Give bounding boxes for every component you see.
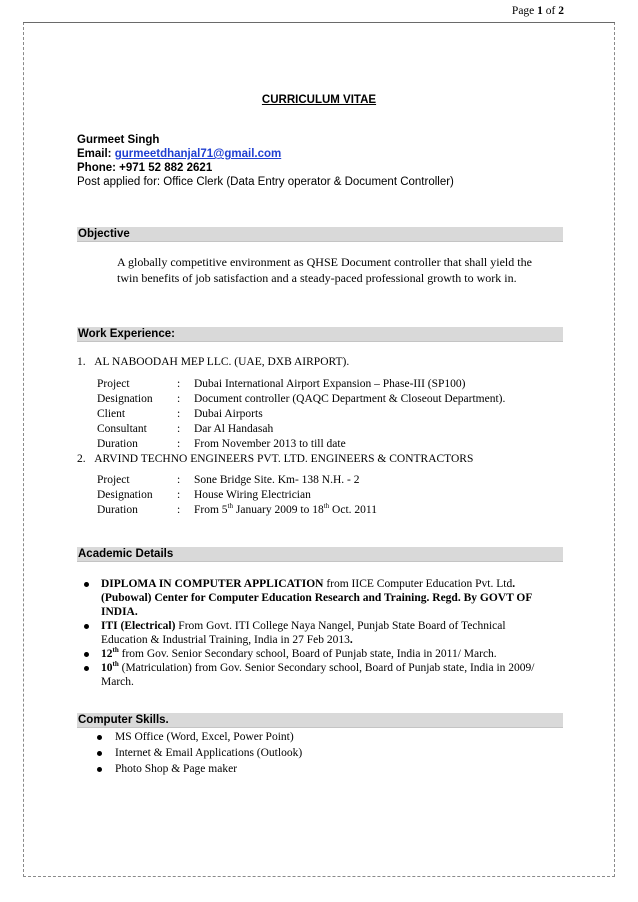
skill-item: Photo Shop & Page maker xyxy=(115,763,238,775)
page-border-top xyxy=(23,22,615,23)
email-link[interactable]: gurmeetdhanjal71@gmail.com xyxy=(114,148,282,160)
section-header-objective: Objective xyxy=(77,227,563,242)
candidate-name: Gurmeet Singh xyxy=(77,134,160,146)
section-header-academic: Academic Details xyxy=(77,547,563,562)
skill-item: Internet & Email Applications (Outlook) xyxy=(115,747,303,759)
email-line: Email: gurmeetdhanjal71@gmail.com xyxy=(77,148,282,160)
section-header-work: Work Experience: xyxy=(77,327,563,342)
bullet-icon xyxy=(84,666,89,671)
page-number: Page 1 of 2 xyxy=(511,5,564,17)
bullet-icon xyxy=(84,582,89,587)
work-item-2-heading: 2. ARVIND TECHNO ENGINEERS PVT. LTD. ENGINEERS & CONTRACTORS xyxy=(77,453,474,465)
work-item-1-heading: 1. AL NABOODAH MEP LLC. (UAE, DXB AIRPORT). xyxy=(77,356,350,368)
objective-text: A globally competitive environment as QHSE Document controller that shall yield the twin benefits of job satisfaction and a steady-paced professional growth to work in. xyxy=(117,255,532,285)
bullet-icon xyxy=(97,751,102,756)
bullet-icon xyxy=(97,767,102,772)
bullet-icon xyxy=(84,652,89,657)
bullet-icon xyxy=(97,735,102,740)
skill-item: MS Office (Word, Excel, Power Point) xyxy=(115,731,294,743)
academic-item-iti: ITI (Electrical) From Govt. ITI College Naya Nangel, Punjab State Board of Technical Education & Industrial Training, India in 27 Feb 2013. xyxy=(101,620,506,646)
section-header-computer-skills: Computer Skills. xyxy=(77,713,563,728)
post-applied: Post applied for: Office Clerk (Data Entry operator & Document Controller) xyxy=(77,176,454,188)
academic-item-diploma: DIPLOMA IN COMPUTER APPLICATION from IICE Computer Education Pvt. Ltd. (Pubowal) Center for Computer Education Research and Training. Regd. By GOVT OF INDIA. xyxy=(101,578,533,618)
academic-item-10th: 10th (Matriculation) from Gov. Senior Secondary school, Board of Punjab state, India in 2009/ March. xyxy=(101,660,535,688)
phone-line: Phone: +971 52 882 2621 xyxy=(77,162,213,174)
document-title: CURRICULUM VITAE xyxy=(261,94,377,106)
bullet-icon xyxy=(84,624,89,629)
academic-item-12th: 12th from Gov. Senior Secondary school, Board of Punjab state, India in 2011/ March. xyxy=(101,646,497,660)
